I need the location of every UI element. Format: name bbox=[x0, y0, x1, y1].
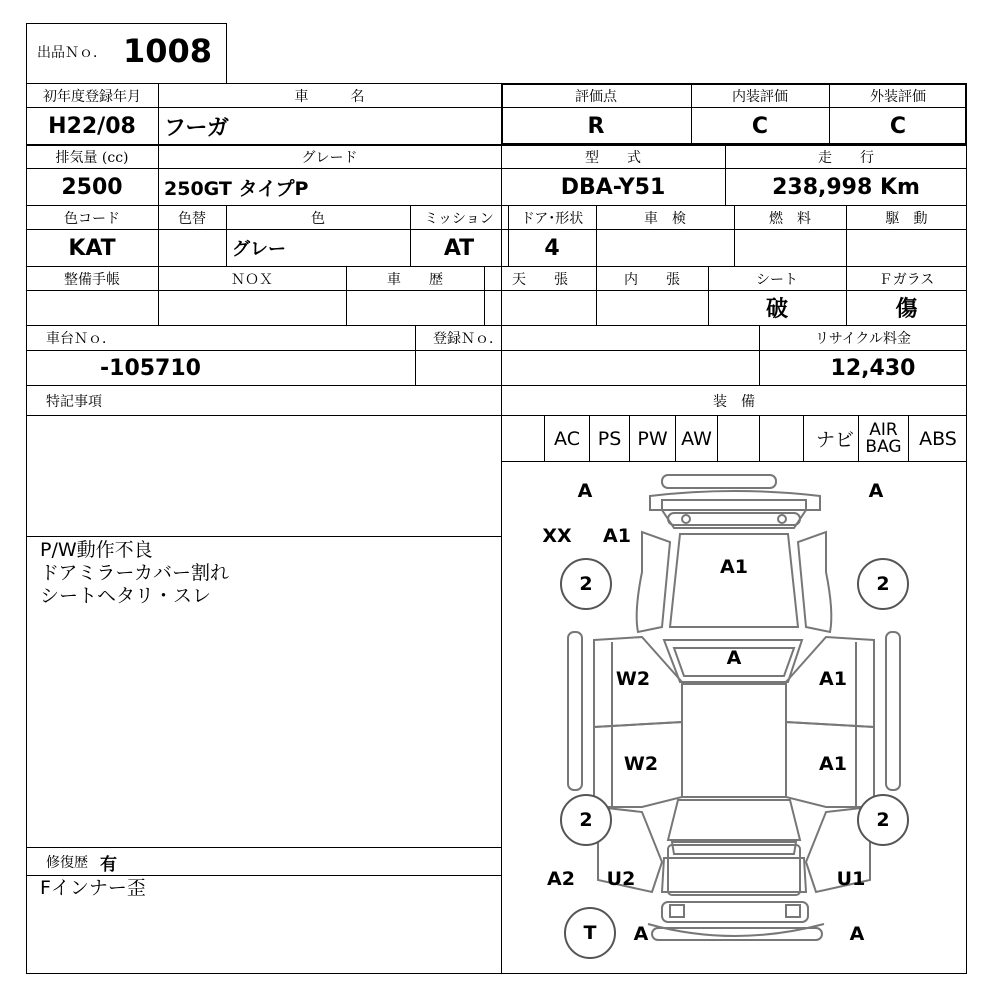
damage-front-left-fender-top: XX bbox=[542, 525, 572, 547]
score-value: R bbox=[587, 113, 605, 139]
equipment-airbag: AIR BAG bbox=[865, 420, 902, 457]
grade-value: 250GT タイプP bbox=[164, 177, 309, 200]
seat-label: シート bbox=[756, 271, 798, 288]
mission-label: ミッション bbox=[424, 210, 494, 227]
fuel-label: 燃 料 bbox=[769, 210, 811, 227]
recolor-value bbox=[158, 230, 226, 266]
trunk-circle: T bbox=[564, 907, 616, 959]
chassis-value: -105710 bbox=[100, 355, 201, 381]
damage-right-front-door: A1 bbox=[819, 668, 847, 690]
equipment-ps: PS bbox=[597, 427, 622, 450]
wheel-front-right: 2 bbox=[857, 558, 909, 610]
chassis-label: 車台Ｎｏ． bbox=[46, 331, 116, 347]
damage-front-left-corner: A bbox=[577, 480, 593, 502]
fuel-value bbox=[734, 230, 846, 266]
roof-lining-label: 天 張 bbox=[512, 271, 568, 288]
repair-history-row bbox=[46, 850, 117, 874]
wheel-rear-right: 2 bbox=[857, 794, 909, 846]
notes-label: 特記事項 bbox=[46, 393, 102, 410]
damage-hood: A1 bbox=[720, 556, 748, 578]
equipment-navi: ナビ bbox=[815, 429, 854, 451]
damage-front-left-fender: A1 bbox=[603, 525, 631, 547]
inspection-value bbox=[596, 230, 734, 266]
color-code-value: KAT bbox=[68, 235, 116, 261]
registration-no-value bbox=[415, 351, 759, 385]
note-line-3: シートヘタリ・スレ bbox=[40, 585, 212, 607]
door-value: 4 bbox=[544, 235, 560, 261]
interior-grade-value: C bbox=[751, 113, 769, 139]
equipment-ac: AC bbox=[554, 427, 580, 450]
seat-value: 破 bbox=[765, 297, 788, 322]
lot-number-box bbox=[26, 23, 227, 84]
damage-rear-left-quarter: U2 bbox=[606, 868, 636, 890]
drive-label: 駆 動 bbox=[885, 210, 928, 227]
repair-label: 修復歴 bbox=[46, 855, 88, 871]
model-value: DBA-Y51 bbox=[560, 174, 666, 200]
wheel-front-left: 2 bbox=[560, 558, 612, 610]
displacement-label: 排気量 (cc) bbox=[55, 150, 129, 166]
interior-lining-label: 内 張 bbox=[624, 271, 680, 288]
repair-detail: Fインナー歪 bbox=[40, 877, 146, 899]
mileage-value: 238,998 Km bbox=[772, 174, 920, 200]
equipment-abs: ABS bbox=[919, 427, 957, 450]
score-label: 評価点 bbox=[575, 88, 617, 105]
damage-left-rear-door: W2 bbox=[623, 753, 659, 775]
front-glass-value: 傷 bbox=[895, 297, 918, 322]
mission-value: AT bbox=[443, 235, 475, 261]
lot-number: 1008 bbox=[123, 32, 213, 70]
equipment-blank-1 bbox=[502, 416, 544, 461]
history-label: 車 歴 bbox=[387, 271, 443, 288]
note-line-2: ドアミラーカバー割れ bbox=[40, 562, 230, 584]
damage-right-rear-door: A1 bbox=[819, 753, 847, 775]
damage-rear-left-corner: A bbox=[633, 923, 649, 945]
damage-rear-right-quarter: U1 bbox=[836, 868, 866, 890]
recycle-fee-label: リサイクル料金 bbox=[814, 331, 912, 347]
equipment-pw: PW bbox=[637, 427, 668, 450]
registration-label: 初年度登録年月 bbox=[43, 88, 141, 105]
registration-value: H22/08 bbox=[48, 113, 136, 139]
model-label: 型 式 bbox=[585, 150, 641, 166]
registration-no-label: 登録Ｎｏ． bbox=[433, 331, 503, 347]
color-code-label: 色コード bbox=[64, 210, 120, 227]
maintenance-label: 整備手帳 bbox=[64, 271, 120, 288]
recycle-fee-value: 12,430 bbox=[830, 355, 916, 381]
damage-rear-right-corner: A bbox=[849, 923, 865, 945]
equipment-aw: AW bbox=[681, 427, 712, 450]
front-glass-label: Ｆガラス bbox=[878, 271, 935, 288]
color-label: 色 bbox=[311, 210, 325, 227]
damage-front-right-corner: A bbox=[868, 480, 884, 502]
lot-label: 出品Ｎｏ． bbox=[37, 45, 107, 61]
exterior-grade-value: C bbox=[889, 113, 907, 139]
car-name-label: 車 名 bbox=[294, 88, 365, 105]
door-label: ドア･形状 bbox=[520, 210, 584, 227]
nox-label: ＮＯＸ bbox=[231, 271, 273, 288]
equipment-label: 装 備 bbox=[713, 393, 755, 410]
exterior-grade-label: 外装評価 bbox=[870, 88, 926, 105]
repair-value: 有 bbox=[100, 854, 117, 875]
equipment-blank-2 bbox=[718, 416, 759, 461]
mileage-label: 走 行 bbox=[818, 150, 874, 166]
damage-rear-left: A2 bbox=[547, 868, 575, 890]
car-name-value: フーガ bbox=[164, 115, 229, 141]
inspection-label: 車 検 bbox=[644, 210, 686, 227]
displacement-value: 2500 bbox=[61, 174, 123, 200]
damage-roof: A bbox=[726, 647, 742, 669]
note-line-1: P/W動作不良 bbox=[40, 539, 153, 561]
damage-left-front-door: W2 bbox=[615, 668, 651, 690]
wheel-rear-left: 2 bbox=[560, 794, 612, 846]
interior-grade-label: 内装評価 bbox=[732, 88, 788, 105]
equipment-blank-3 bbox=[760, 416, 803, 461]
drive-value bbox=[846, 230, 967, 266]
grade-label: グレード bbox=[301, 150, 358, 166]
color-value: グレー bbox=[232, 239, 286, 260]
recolor-label: 色替 bbox=[178, 210, 206, 227]
